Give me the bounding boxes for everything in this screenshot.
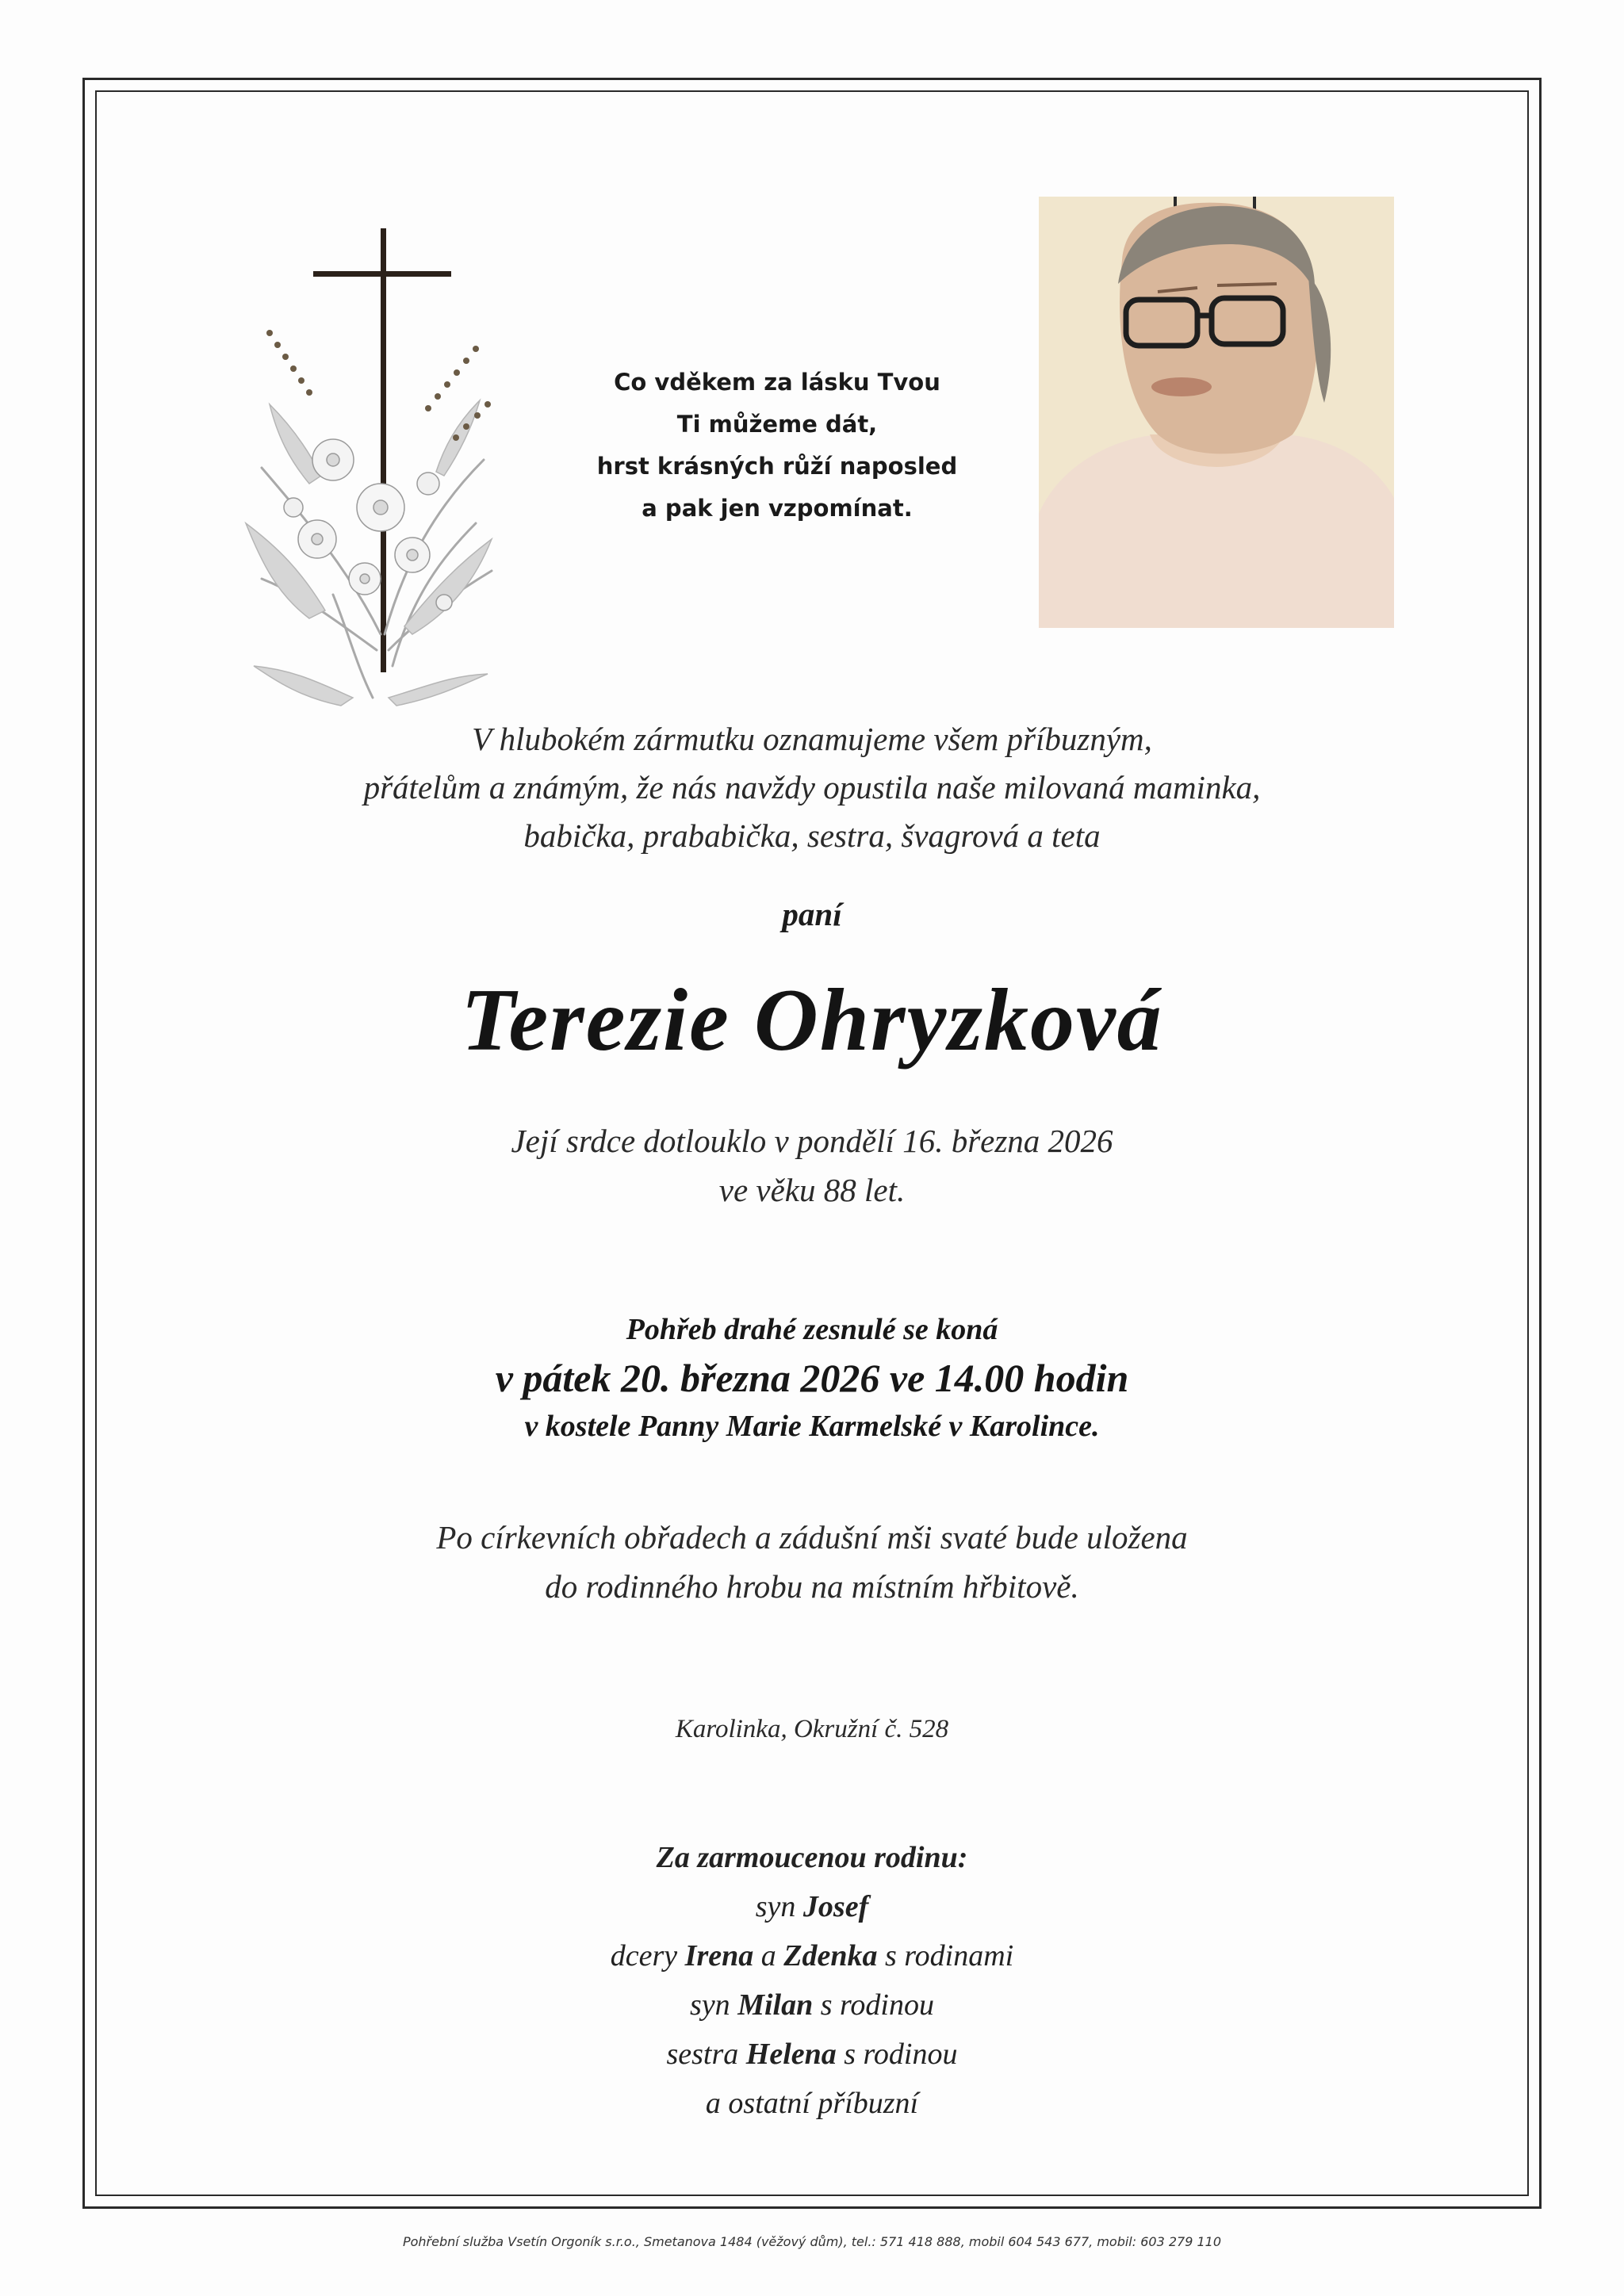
burial-line: do rodinného hrobu na místním hřbitově. — [545, 1568, 1079, 1605]
funeral-info — [95, 1307, 1529, 1449]
announcement-intro — [95, 715, 1529, 860]
motto-line: a pak jen vzpomínat. — [642, 495, 913, 522]
motto-line: Co vděkem za lásku Tvou — [614, 369, 940, 396]
death-date-line: Její srdce dotlouklo v pondělí 16. března 2026 — [511, 1123, 1113, 1159]
funeral-intro-line: Pohřeb drahé zesnulé se koná — [626, 1313, 998, 1346]
family-address: Karolinka, Okružní č. 528 — [675, 1715, 949, 1743]
burial-line: Po církevních obřadech a zádušní mši svaté bude uložena — [436, 1519, 1188, 1556]
portrait-photo — [1039, 197, 1394, 628]
cross-with-flowers-icon — [214, 222, 515, 729]
intro-line: přátelům a známým, že nás navždy opustila naše milovaná maminka, — [363, 769, 1261, 806]
intro-line: babička, prababička, sestra, švagrová a teta — [523, 817, 1101, 854]
motto-verse — [555, 362, 999, 530]
title-word: paní — [782, 896, 842, 932]
funeral-service-footer: Pohřební služba Vsetín Orgoník s.r.o., Smetanova 1484 (věžový dům), tel.: 571 418 888, mobil 604 543 677, mobil: 603 279 110 — [402, 2234, 1222, 2249]
family-row: a ostatní příbuzní — [705, 2087, 919, 2120]
family-signature — [95, 1833, 1529, 2128]
age-line: ve věku 88 let. — [718, 1172, 906, 1208]
family-heading: Za zarmoucenou rodinu: — [656, 1841, 968, 1874]
intro-line: V hlubokém zármutku oznamujeme všem příbuzným, — [472, 721, 1152, 757]
deceased-name: Terezie Ohryzková — [461, 971, 1163, 1070]
burial-info — [95, 1513, 1529, 1611]
motto-line: Ti můžeme dát, — [676, 411, 878, 438]
family-row: syn Josef — [755, 1890, 869, 1923]
family-row: dcery Irena a Zdenka s rodinami — [610, 1939, 1014, 1973]
family-row: syn Milan s rodinou — [690, 1988, 934, 2022]
motto-line: hrst krásných růží naposled — [596, 453, 958, 480]
funeral-datetime: v pátek 20. března 2026 ve 14.00 hodin — [495, 1356, 1129, 1400]
death-info — [95, 1116, 1529, 1215]
family-row: sestra Helena s rodinou — [666, 2038, 958, 2071]
funeral-place: v kostele Panny Marie Karmelské v Karolince. — [524, 1410, 1100, 1443]
